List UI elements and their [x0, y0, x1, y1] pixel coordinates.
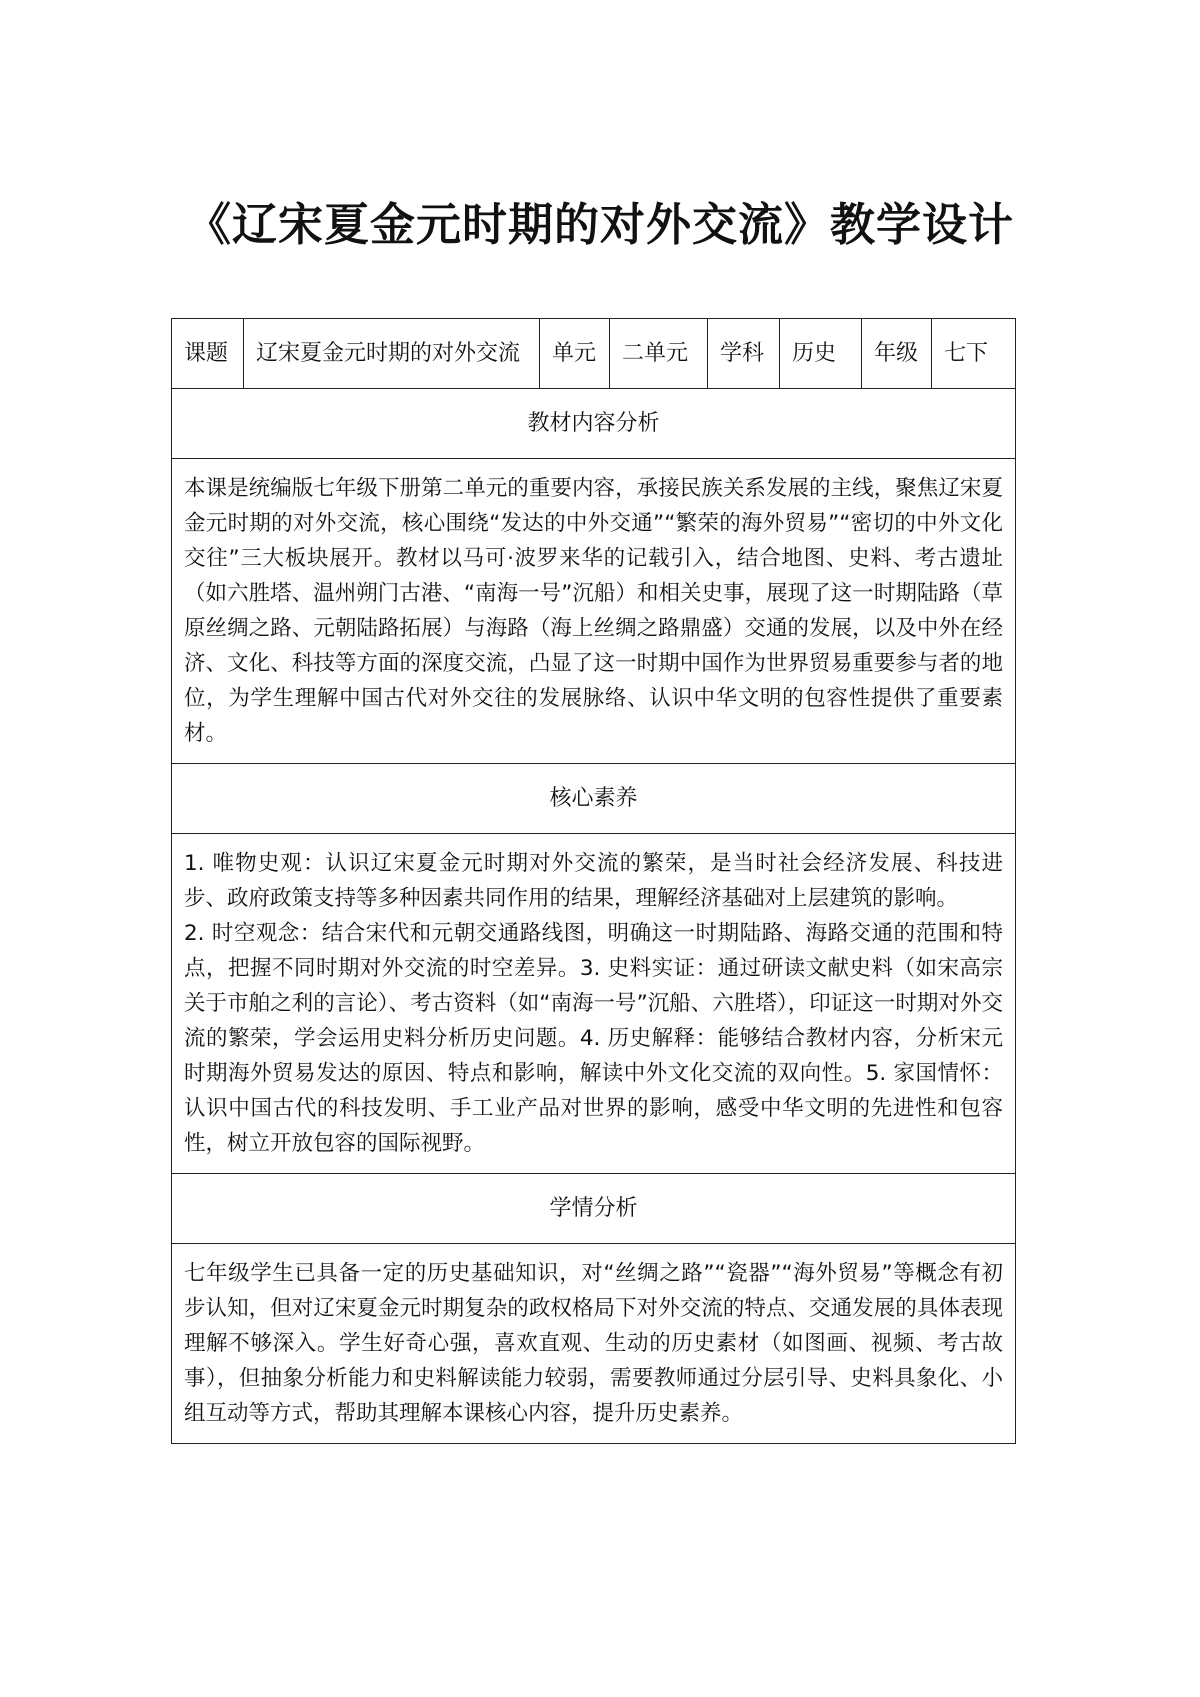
section-body-row-students	[172, 1244, 1016, 1444]
textbook-analysis-text: 本课是统编版七年级下册第二单元的重要内容，承接民族关系发展的主线，聚焦辽宋夏金元时期的对外交流，核心围绕“发达的中外交通”“繁荣的海外贸易”“密切的中外文化交往”三大板块展开。教材以马可·波罗来华的记载引入，结合地图、史料、考古遗址（如六胜塔、温州朔门古港、“南海一号”沉船）和相关史事，展现了这一时期陆路（草原丝绸之路、元朝陆路拓展）与海路（海上丝绸之路鼎盛）交通的发展，以及中外在经济、文化、科技等方面的深度交流，凸显了这一时期中国作为世界贸易重要参与者的地位，为学生理解中国古代对外交往的发展脉络、认识中华文明的包容性提供了重要素材。	[184, 476, 1003, 746]
section-body-row-literacy	[172, 834, 1016, 1174]
section-body-literacy	[172, 834, 1016, 1174]
section-heading-literacy: 核心素养	[172, 764, 1016, 834]
topic-label: 课题	[172, 319, 244, 389]
student-analysis-text: 七年级学生已具备一定的历史基础知识，对“丝绸之路”“瓷器”“海外贸易”等概念有初步认知，但对辽宋夏金元时期复杂的政权格局下对外交流的特点、交通发展的具体表现理解不够深入。学生好奇心强，喜欢直观、生动的历史素材（如图画、视频、考古故事），但抽象分析能力和史料解读能力较弱，需要教师通过分层引导、史料具象化、小组互动等方式，帮助其理解本课核心内容，提升历史素养。	[184, 1261, 1003, 1426]
document-title: 《辽宋夏金元时期的对外交流》教学设计	[185, 198, 1014, 251]
section-body-students	[172, 1244, 1016, 1444]
topic-value: 辽宋夏金元时期的对外交流	[244, 319, 540, 389]
grade-label: 年级	[862, 319, 932, 389]
grade-value: 七下	[932, 319, 1016, 389]
subject-value: 历史	[780, 319, 862, 389]
section-heading-textbook: 教材内容分析	[172, 389, 1016, 459]
subject-label: 学科	[708, 319, 780, 389]
section-heading-students: 学情分析	[172, 1174, 1016, 1244]
literacy-paragraph-2: 2. 时空观念：结合宋代和元朝交通路线图，明确这一时期陆路、海路交通的范围和特点，把握不同时期对外交流的时空差异。3. 史料实证：通过研读文献史料（如宋高宗关于市舶之利的言论）、考古资料（如“南海一号”沉船、六胜塔），印证这一时期对外交流的繁荣，学会运用史料分析历史问题。4. 历史解释：能够结合教材内容，分析宋元时期海外贸易发达的原因、特点和影响，解读中外文化交流的双向性。5. 家国情怀：认识中国古代的科技发明、手工业产品对世界的影响，感受中华文明的先进性和包容性，树立开放包容的国际视野。	[184, 921, 1003, 1156]
unit-value: 二单元	[610, 319, 708, 389]
section-heading-row-literacy	[172, 764, 1016, 834]
lesson-design-table	[171, 318, 1016, 1444]
meta-row	[172, 319, 1016, 389]
unit-label: 单元	[540, 319, 610, 389]
section-body-row-textbook	[172, 459, 1016, 764]
literacy-paragraph-1: 1. 唯物史观：认识辽宋夏金元时期对外交流的繁荣，是当时社会经济发展、科技进步、政府政策支持等多种因素共同作用的结果，理解经济基础对上层建筑的影响。	[184, 851, 1003, 911]
section-heading-row-textbook	[172, 389, 1016, 459]
section-heading-row-students	[172, 1174, 1016, 1244]
section-body-textbook	[172, 459, 1016, 764]
